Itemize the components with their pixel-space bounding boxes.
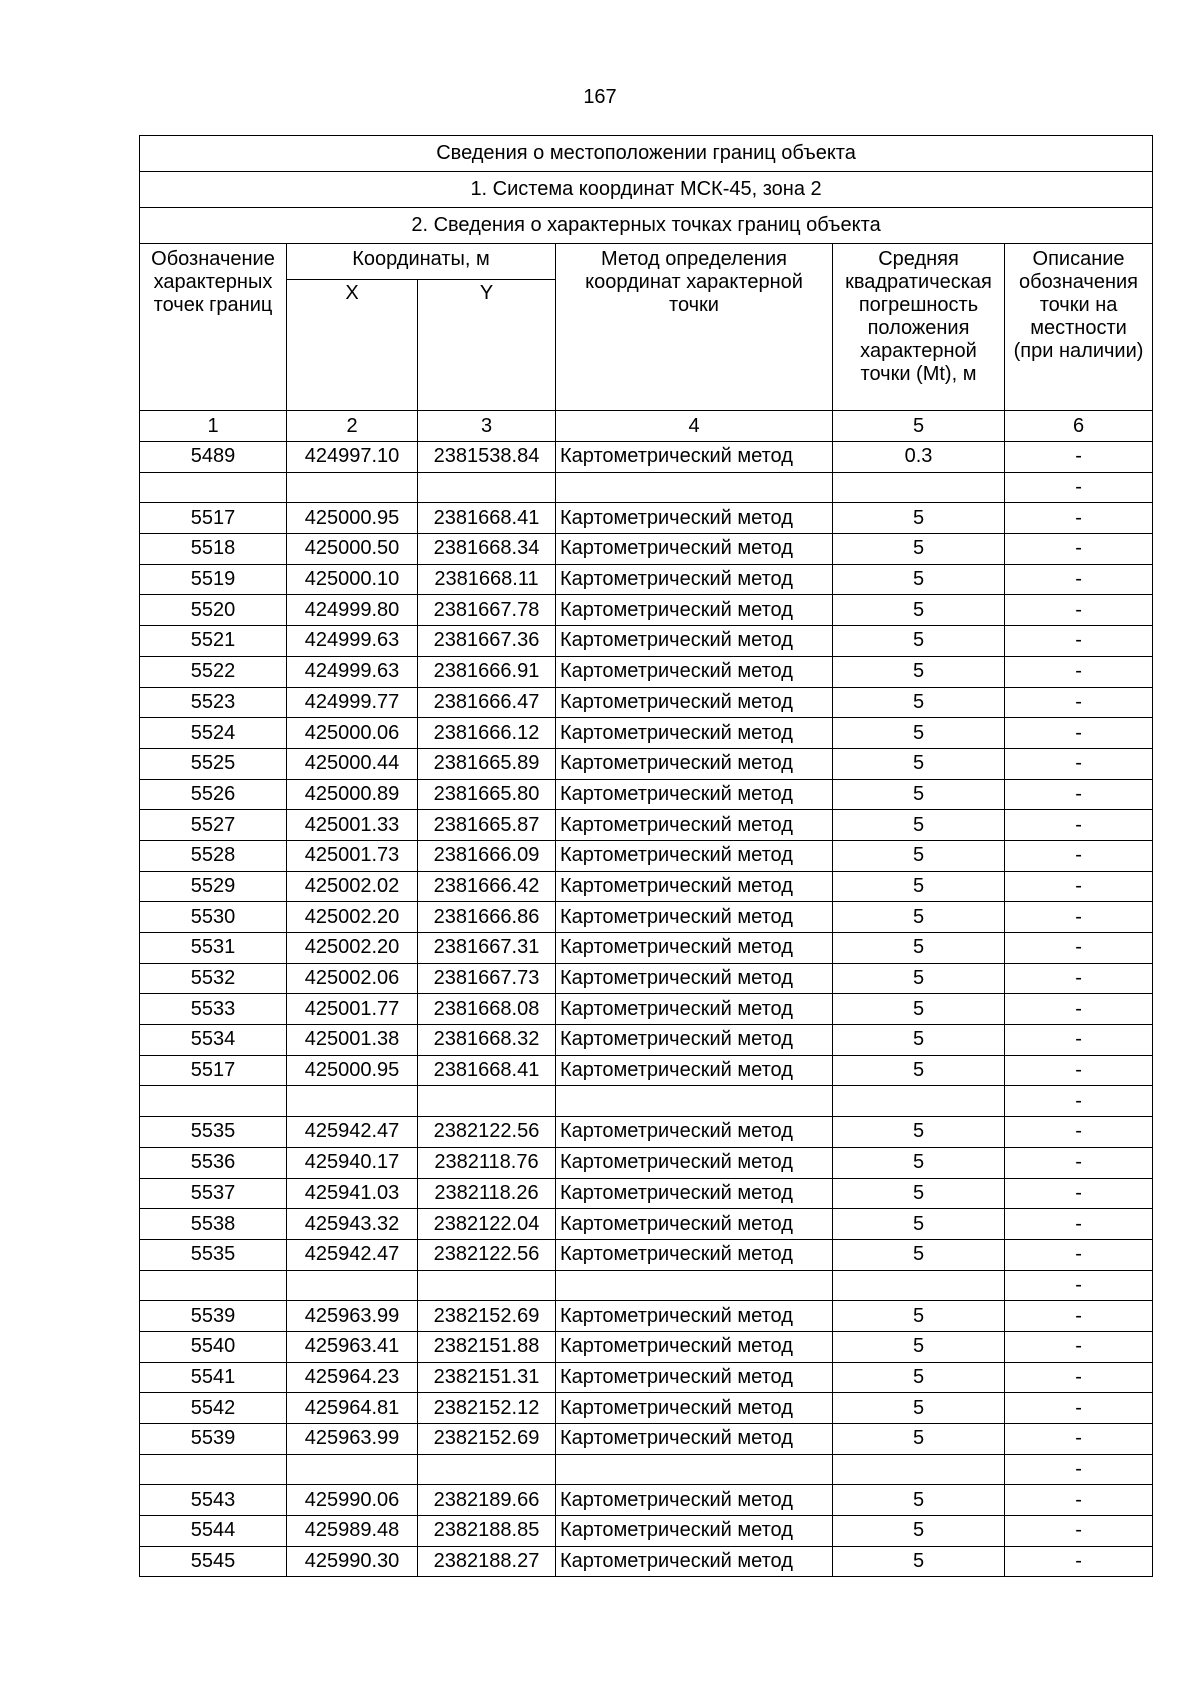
error-cell: 5	[833, 534, 1005, 565]
method-cell: Картометрический метод	[556, 503, 833, 534]
table-row	[140, 1055, 1153, 1086]
method-cell: Картометрический метод	[556, 1362, 833, 1393]
table-row	[140, 1178, 1153, 1209]
method-cell	[556, 1270, 833, 1301]
error-cell: 5	[833, 595, 1005, 626]
description-cell: -	[1005, 1055, 1153, 1086]
method-cell: Картометрический метод	[556, 1239, 833, 1270]
description-cell: -	[1005, 1025, 1153, 1056]
method-cell: Картометрический метод	[556, 1178, 833, 1209]
x-coordinate-cell: 424999.63	[287, 656, 418, 687]
point-number-cell: 5517	[140, 503, 287, 534]
x-coordinate-cell	[287, 1454, 418, 1485]
error-cell: 5	[833, 779, 1005, 810]
x-coordinate-cell: 424999.80	[287, 595, 418, 626]
error-cell: 5	[833, 1424, 1005, 1455]
table-row	[140, 963, 1153, 994]
point-number-cell: 5540	[140, 1331, 287, 1362]
y-coordinate-cell: 2382152.12	[418, 1393, 556, 1424]
description-cell: -	[1005, 871, 1153, 902]
table-row	[140, 1147, 1153, 1178]
method-cell: Картометрический метод	[556, 1025, 833, 1056]
x-coordinate-cell: 425963.99	[287, 1424, 418, 1455]
method-cell: Картометрический метод	[556, 718, 833, 749]
description-cell: -	[1005, 503, 1153, 534]
x-coordinate-cell: 425002.06	[287, 963, 418, 994]
y-coordinate-cell: 2381665.89	[418, 748, 556, 779]
point-number-cell: 5518	[140, 534, 287, 565]
y-coordinate-cell: 2381666.47	[418, 687, 556, 718]
table-row	[140, 1485, 1153, 1516]
table-title: Сведения о местоположении границ объекта	[140, 136, 1153, 172]
error-cell: 5	[833, 1331, 1005, 1362]
error-cell: 5	[833, 656, 1005, 687]
header-designation: Обозначение характерных точек границ	[140, 244, 287, 411]
table-row	[140, 1362, 1153, 1393]
x-coordinate-cell: 425964.23	[287, 1362, 418, 1393]
description-cell: -	[1005, 1516, 1153, 1547]
description-cell: -	[1005, 1178, 1153, 1209]
description-cell: -	[1005, 595, 1153, 626]
column-number: 5	[833, 411, 1005, 442]
x-coordinate-cell: 425000.95	[287, 503, 418, 534]
column-number: 6	[1005, 411, 1153, 442]
error-cell: 5	[833, 1147, 1005, 1178]
table-row	[140, 595, 1153, 626]
x-coordinate-cell: 425963.41	[287, 1331, 418, 1362]
table-row	[140, 564, 1153, 595]
method-cell: Картометрический метод	[556, 779, 833, 810]
point-number-cell: 5521	[140, 626, 287, 657]
error-cell	[833, 1086, 1005, 1117]
table-row	[140, 1331, 1153, 1362]
method-cell: Картометрический метод	[556, 442, 833, 473]
table-row	[140, 1209, 1153, 1240]
point-number-cell: 5535	[140, 1117, 287, 1148]
point-number-cell: 5522	[140, 656, 287, 687]
y-coordinate-cell: 2381668.34	[418, 534, 556, 565]
error-cell: 5	[833, 503, 1005, 534]
error-cell: 5	[833, 1362, 1005, 1393]
table-row	[140, 1516, 1153, 1547]
point-number-cell: 5543	[140, 1485, 287, 1516]
y-coordinate-cell: 2381538.84	[418, 442, 556, 473]
method-cell: Картометрический метод	[556, 871, 833, 902]
page-number: 167	[583, 86, 617, 108]
point-number-cell: 5489	[140, 442, 287, 473]
y-coordinate-cell: 2381666.42	[418, 871, 556, 902]
table-row	[140, 1393, 1153, 1424]
description-cell: -	[1005, 1485, 1153, 1516]
description-cell: -	[1005, 442, 1153, 473]
description-cell: -	[1005, 779, 1153, 810]
x-coordinate-cell: 425001.77	[287, 994, 418, 1025]
table-row	[140, 687, 1153, 718]
point-number-cell: 5530	[140, 902, 287, 933]
description-cell: -	[1005, 687, 1153, 718]
point-number-cell: 5527	[140, 810, 287, 841]
y-coordinate-cell: 2382122.04	[418, 1209, 556, 1240]
x-coordinate-cell: 425989.48	[287, 1516, 418, 1547]
description-cell: -	[1005, 902, 1153, 933]
error-cell: 5	[833, 1178, 1005, 1209]
x-coordinate-cell: 425002.20	[287, 933, 418, 964]
description-cell: -	[1005, 564, 1153, 595]
point-number-cell: 5531	[140, 933, 287, 964]
x-coordinate-cell: 425000.95	[287, 1055, 418, 1086]
method-cell: Картометрический метод	[556, 1331, 833, 1362]
y-coordinate-cell: 2382118.76	[418, 1147, 556, 1178]
method-cell	[556, 472, 833, 503]
description-cell: -	[1005, 1362, 1153, 1393]
error-cell: 5	[833, 871, 1005, 902]
x-coordinate-cell: 425000.50	[287, 534, 418, 565]
y-coordinate-cell: 2381667.31	[418, 933, 556, 964]
table-row	[140, 840, 1153, 871]
x-coordinate-cell: 425990.30	[287, 1546, 418, 1577]
x-coordinate-cell: 425990.06	[287, 1485, 418, 1516]
y-coordinate-cell: 2382151.88	[418, 1331, 556, 1362]
table-row	[140, 779, 1153, 810]
description-cell: -	[1005, 1270, 1153, 1301]
table-body	[140, 442, 1153, 1577]
y-coordinate-cell: 2381666.86	[418, 902, 556, 933]
method-cell: Картометрический метод	[556, 1424, 833, 1455]
point-number-cell: 5535	[140, 1239, 287, 1270]
method-cell: Картометрический метод	[556, 1516, 833, 1547]
method-cell	[556, 1454, 833, 1485]
x-coordinate-cell	[287, 1270, 418, 1301]
method-cell: Картометрический метод	[556, 687, 833, 718]
method-cell: Картометрический метод	[556, 1055, 833, 1086]
error-cell	[833, 1454, 1005, 1485]
point-number-cell: 5539	[140, 1424, 287, 1455]
y-coordinate-cell: 2381668.32	[418, 1025, 556, 1056]
method-cell: Картометрический метод	[556, 963, 833, 994]
method-cell: Картометрический метод	[556, 595, 833, 626]
x-coordinate-cell: 425943.32	[287, 1209, 418, 1240]
y-coordinate-cell: 2382188.85	[418, 1516, 556, 1547]
column-number: 2	[287, 411, 418, 442]
point-number-cell: 5539	[140, 1301, 287, 1332]
x-coordinate-cell: 425001.33	[287, 810, 418, 841]
table-row	[140, 656, 1153, 687]
point-number-cell: 5525	[140, 748, 287, 779]
x-coordinate-cell: 424999.63	[287, 626, 418, 657]
table-row	[140, 1424, 1153, 1455]
error-cell: 5	[833, 902, 1005, 933]
error-cell: 5	[833, 687, 1005, 718]
description-cell: -	[1005, 933, 1153, 964]
y-coordinate-cell: 2381665.80	[418, 779, 556, 810]
table-row	[140, 748, 1153, 779]
point-number-cell: 5526	[140, 779, 287, 810]
x-coordinate-cell: 425000.44	[287, 748, 418, 779]
y-coordinate-cell: 2381668.11	[418, 564, 556, 595]
x-coordinate-cell: 425964.81	[287, 1393, 418, 1424]
table-row	[140, 994, 1153, 1025]
point-number-cell: 5538	[140, 1209, 287, 1240]
method-cell: Картометрический метод	[556, 994, 833, 1025]
method-cell: Картометрический метод	[556, 1117, 833, 1148]
header-method: Метод определения координат характерной точки	[556, 244, 833, 411]
method-cell: Картометрический метод	[556, 564, 833, 595]
description-cell: -	[1005, 1393, 1153, 1424]
x-coordinate-cell: 425963.99	[287, 1301, 418, 1332]
error-cell: 5	[833, 1055, 1005, 1086]
x-coordinate-cell: 424999.77	[287, 687, 418, 718]
table-row	[140, 1454, 1153, 1485]
point-number-cell: 5517	[140, 1055, 287, 1086]
description-cell: -	[1005, 626, 1153, 657]
point-number-cell: 5524	[140, 718, 287, 749]
table-row	[140, 902, 1153, 933]
method-cell: Картометрический метод	[556, 1301, 833, 1332]
method-cell: Картометрический метод	[556, 933, 833, 964]
table-row	[140, 1239, 1153, 1270]
table-row	[140, 1117, 1153, 1148]
table-row	[140, 442, 1153, 473]
y-coordinate-cell: 2382122.56	[418, 1239, 556, 1270]
x-coordinate-cell: 425002.20	[287, 902, 418, 933]
description-cell: -	[1005, 1117, 1153, 1148]
y-coordinate-cell: 2381668.41	[418, 1055, 556, 1086]
description-cell: -	[1005, 1546, 1153, 1577]
error-cell: 5	[833, 963, 1005, 994]
boundary-points-table	[139, 135, 1153, 1577]
error-cell: 5	[833, 564, 1005, 595]
column-number: 4	[556, 411, 833, 442]
point-number-cell: 5533	[140, 994, 287, 1025]
point-number-cell: 5519	[140, 564, 287, 595]
y-coordinate-cell: 2382188.27	[418, 1546, 556, 1577]
point-number-cell: 5529	[140, 871, 287, 902]
description-cell: -	[1005, 1301, 1153, 1332]
section-title: 2. Сведения о характерных точках границ объекта	[140, 208, 1153, 244]
y-coordinate-cell: 2381667.78	[418, 595, 556, 626]
y-coordinate-cell: 2382118.26	[418, 1178, 556, 1209]
method-cell: Картометрический метод	[556, 748, 833, 779]
point-number-cell	[140, 472, 287, 503]
description-cell: -	[1005, 840, 1153, 871]
method-cell: Картометрический метод	[556, 534, 833, 565]
point-number-cell: 5536	[140, 1147, 287, 1178]
y-coordinate-cell: 2381666.09	[418, 840, 556, 871]
y-coordinate-cell: 2381667.73	[418, 963, 556, 994]
y-coordinate-cell	[418, 472, 556, 503]
y-coordinate-cell	[418, 1270, 556, 1301]
table-row	[140, 718, 1153, 749]
method-cell: Картометрический метод	[556, 840, 833, 871]
x-coordinate-cell	[287, 472, 418, 503]
table-row	[140, 933, 1153, 964]
table-row	[140, 1270, 1153, 1301]
description-cell: -	[1005, 534, 1153, 565]
error-cell: 5	[833, 1117, 1005, 1148]
point-number-cell: 5520	[140, 595, 287, 626]
error-cell: 5	[833, 748, 1005, 779]
description-cell: -	[1005, 1424, 1153, 1455]
error-cell	[833, 1270, 1005, 1301]
error-cell	[833, 472, 1005, 503]
error-cell: 5	[833, 626, 1005, 657]
description-cell: -	[1005, 472, 1153, 503]
coordinate-system-row: 1. Система координат МСК-45, зона 2	[140, 172, 1153, 208]
header-description: Описание обозначения точки на местности (при наличии)	[1005, 244, 1153, 411]
table-row	[140, 1546, 1153, 1577]
table-row	[140, 1301, 1153, 1332]
y-coordinate-cell	[418, 1086, 556, 1117]
point-number-cell: 5545	[140, 1546, 287, 1577]
x-coordinate-cell: 425000.89	[287, 779, 418, 810]
x-coordinate-cell: 424997.10	[287, 442, 418, 473]
method-cell: Картометрический метод	[556, 902, 833, 933]
method-cell: Картометрический метод	[556, 1209, 833, 1240]
error-cell: 5	[833, 994, 1005, 1025]
x-coordinate-cell: 425000.06	[287, 718, 418, 749]
y-coordinate-cell: 2381665.87	[418, 810, 556, 841]
y-coordinate-cell: 2381667.36	[418, 626, 556, 657]
error-cell: 5	[833, 1485, 1005, 1516]
header-y: Y	[418, 280, 556, 411]
description-cell: -	[1005, 1209, 1153, 1240]
table-row	[140, 871, 1153, 902]
table-row	[140, 503, 1153, 534]
x-coordinate-cell: 425001.38	[287, 1025, 418, 1056]
description-cell: -	[1005, 1147, 1153, 1178]
header-x: X	[287, 280, 418, 411]
header-coordinates: Координаты, м	[287, 244, 556, 280]
y-coordinate-cell: 2381668.08	[418, 994, 556, 1025]
error-cell: 5	[833, 1516, 1005, 1547]
y-coordinate-cell: 2382151.31	[418, 1362, 556, 1393]
point-number-cell	[140, 1270, 287, 1301]
x-coordinate-cell: 425942.47	[287, 1117, 418, 1148]
point-number-cell: 5542	[140, 1393, 287, 1424]
table-row	[140, 810, 1153, 841]
description-cell: -	[1005, 1331, 1153, 1362]
x-coordinate-cell	[287, 1086, 418, 1117]
y-coordinate-cell: 2381668.41	[418, 503, 556, 534]
y-coordinate-cell: 2382152.69	[418, 1424, 556, 1455]
method-cell: Картометрический метод	[556, 1546, 833, 1577]
y-coordinate-cell: 2382122.56	[418, 1117, 556, 1148]
method-cell	[556, 1086, 833, 1117]
error-cell: 5	[833, 1025, 1005, 1056]
description-cell: -	[1005, 718, 1153, 749]
y-coordinate-cell: 2382189.66	[418, 1485, 556, 1516]
point-number-cell: 5537	[140, 1178, 287, 1209]
table-row	[140, 1025, 1153, 1056]
y-coordinate-cell: 2382152.69	[418, 1301, 556, 1332]
x-coordinate-cell: 425942.47	[287, 1239, 418, 1270]
error-cell: 5	[833, 1301, 1005, 1332]
description-cell: -	[1005, 963, 1153, 994]
method-cell: Картометрический метод	[556, 1147, 833, 1178]
point-number-cell: 5523	[140, 687, 287, 718]
column-numbers-row	[140, 411, 1153, 442]
error-cell: 0.3	[833, 442, 1005, 473]
description-cell: -	[1005, 994, 1153, 1025]
y-coordinate-cell: 2381666.91	[418, 656, 556, 687]
x-coordinate-cell: 425001.73	[287, 840, 418, 871]
error-cell: 5	[833, 810, 1005, 841]
table-row	[140, 626, 1153, 657]
table-row	[140, 1086, 1153, 1117]
error-cell: 5	[833, 933, 1005, 964]
point-number-cell: 5532	[140, 963, 287, 994]
column-number: 1	[140, 411, 287, 442]
x-coordinate-cell: 425000.10	[287, 564, 418, 595]
y-coordinate-cell	[418, 1454, 556, 1485]
method-cell: Картометрический метод	[556, 810, 833, 841]
method-cell: Картометрический метод	[556, 1485, 833, 1516]
header-error: Средняя квадратическая погрешность положения характерной точки (Mt), м	[833, 244, 1005, 411]
column-number: 3	[418, 411, 556, 442]
error-cell: 5	[833, 1546, 1005, 1577]
error-cell: 5	[833, 1209, 1005, 1240]
table-row	[140, 534, 1153, 565]
method-cell: Картометрический метод	[556, 656, 833, 687]
method-cell: Картометрический метод	[556, 626, 833, 657]
point-number-cell: 5541	[140, 1362, 287, 1393]
error-cell: 5	[833, 1239, 1005, 1270]
x-coordinate-cell: 425940.17	[287, 1147, 418, 1178]
description-cell: -	[1005, 1086, 1153, 1117]
point-number-cell	[140, 1454, 287, 1485]
description-cell: -	[1005, 1239, 1153, 1270]
description-cell: -	[1005, 656, 1153, 687]
point-number-cell: 5544	[140, 1516, 287, 1547]
table-row	[140, 472, 1153, 503]
point-number-cell: 5528	[140, 840, 287, 871]
method-cell: Картометрический метод	[556, 1393, 833, 1424]
description-cell: -	[1005, 1454, 1153, 1485]
x-coordinate-cell: 425002.02	[287, 871, 418, 902]
error-cell: 5	[833, 1393, 1005, 1424]
point-number-cell: 5534	[140, 1025, 287, 1056]
point-number-cell	[140, 1086, 287, 1117]
error-cell: 5	[833, 840, 1005, 871]
x-coordinate-cell: 425941.03	[287, 1178, 418, 1209]
y-coordinate-cell: 2381666.12	[418, 718, 556, 749]
description-cell: -	[1005, 810, 1153, 841]
error-cell: 5	[833, 718, 1005, 749]
description-cell: -	[1005, 748, 1153, 779]
